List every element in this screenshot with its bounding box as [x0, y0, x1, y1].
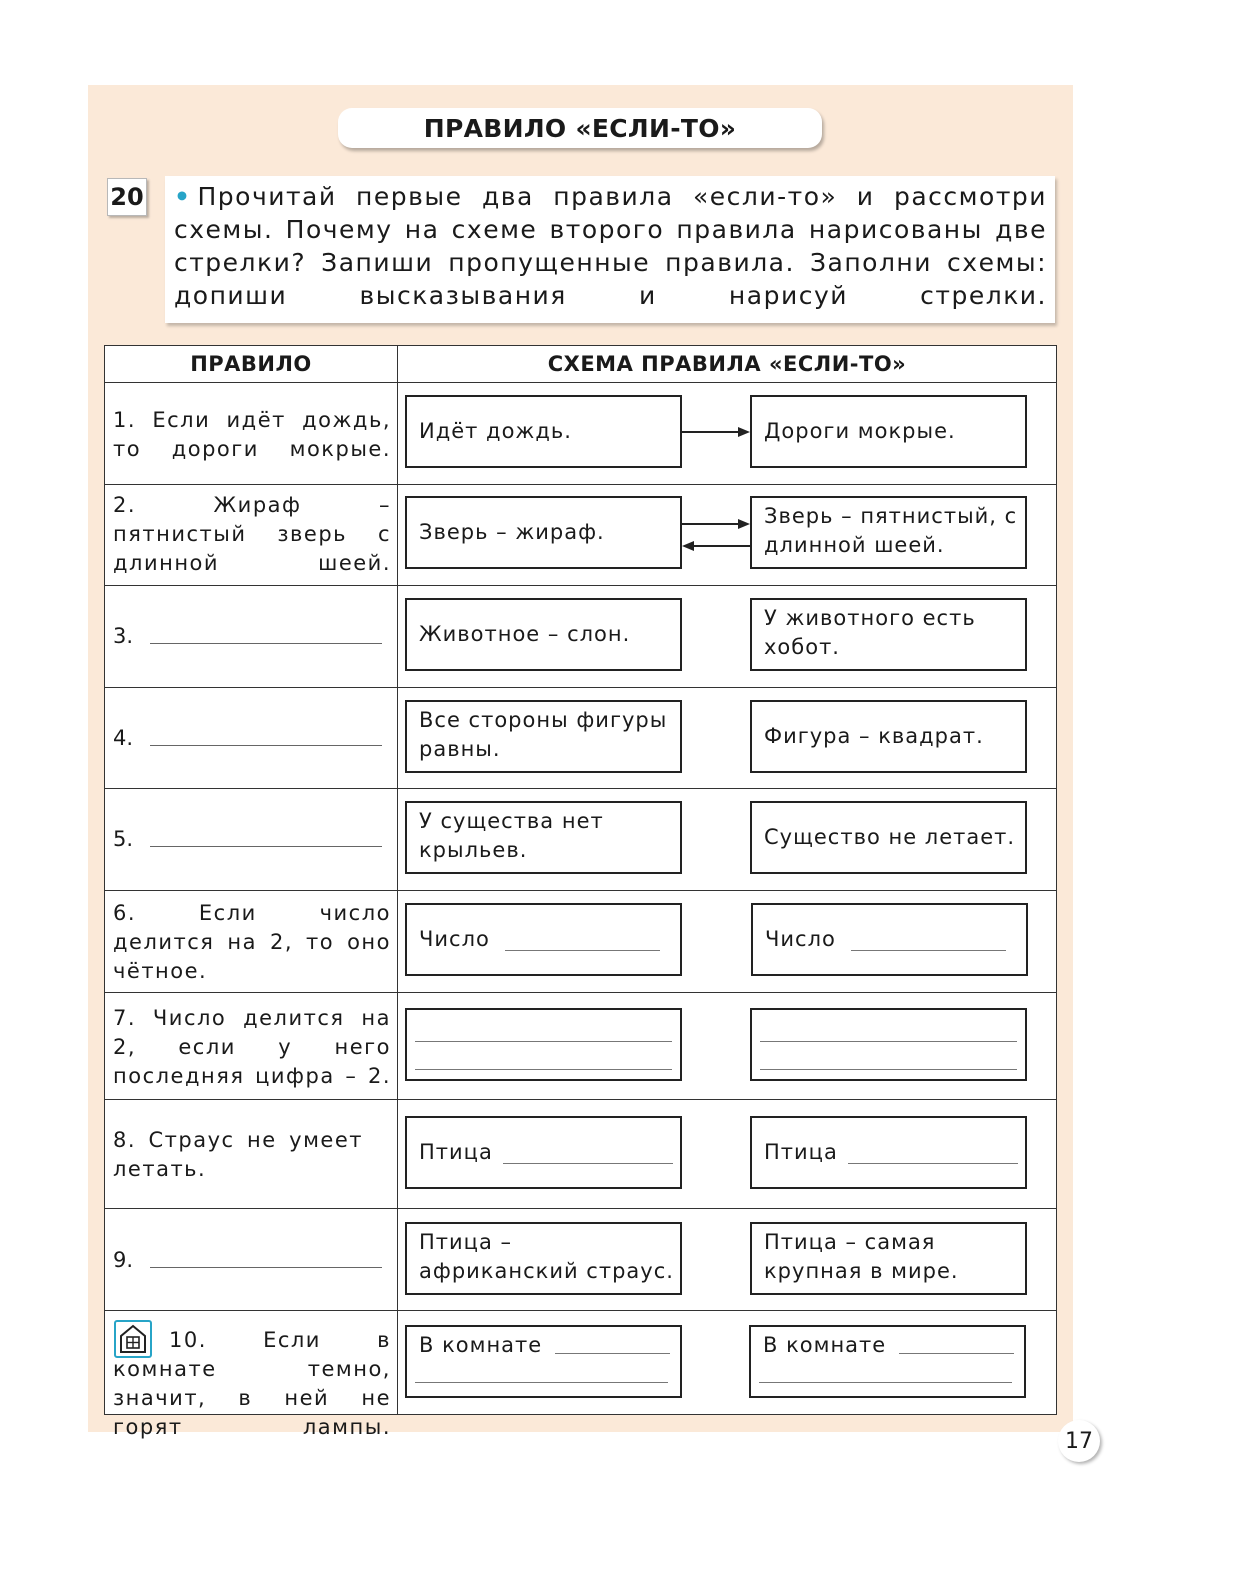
consequence-box [750, 1116, 1027, 1189]
answer-line[interactable] [503, 1163, 673, 1164]
answer-line[interactable] [415, 1069, 672, 1070]
condition-text: У существа нет крыльев. [419, 809, 604, 862]
answer-line[interactable] [150, 643, 382, 644]
answer-line[interactable] [760, 1041, 1017, 1042]
consequence-box [749, 1325, 1026, 1398]
section-title [338, 108, 822, 148]
row-divider [105, 1208, 1056, 1209]
consequence-box [750, 1008, 1027, 1081]
rule-text: 7. Число делится на 2, если у него последняя цифра – 2. [113, 1006, 391, 1088]
rule-text: 2. Жираф – пятнистый зверь с длинной шеей. [113, 493, 391, 575]
condition-box [405, 496, 682, 569]
header-rule: ПРАВИЛО [190, 352, 312, 376]
condition-text: Число [419, 927, 490, 951]
double-arrow-icon [682, 516, 752, 552]
condition-text: Идёт дождь. [419, 419, 572, 443]
answer-line[interactable] [150, 846, 382, 847]
answer-line[interactable] [415, 1041, 672, 1042]
consequence-box [750, 801, 1027, 874]
bullet-icon: • [174, 182, 192, 211]
condition-text: Птица – африканский страус. [419, 1230, 674, 1283]
consequence-box [750, 700, 1027, 773]
condition-text: Зверь – жираф. [419, 520, 605, 544]
condition-box [405, 598, 682, 671]
row-divider [105, 1310, 1056, 1311]
condition-box [405, 801, 682, 874]
condition-text: Животное – слон. [419, 622, 631, 646]
task-number: 20 [110, 183, 144, 211]
task-instructions [165, 176, 1055, 323]
answer-line[interactable] [505, 950, 660, 951]
condition-box [405, 395, 682, 468]
answer-line[interactable] [415, 1382, 668, 1383]
condition-box [405, 903, 682, 976]
row-divider [105, 890, 1056, 891]
consequence-text: Фигура – квадрат. [764, 724, 984, 748]
consequence-text: Птица [764, 1140, 838, 1164]
task-text: Прочитай первые два правила «если-то» и рассмотри схемы. Почему на схеме второго правила нарисованы две стрелки? Запиши пропущенные правила. Заполни схемы: допиши высказывания и нарисуй стрелки. [174, 182, 1047, 310]
condition-box [405, 1116, 682, 1189]
rule-number: 4. [113, 726, 134, 750]
answer-line[interactable] [759, 1382, 1012, 1383]
row-divider [105, 382, 1056, 383]
consequence-text: У животного есть хобот. [764, 606, 976, 659]
rule-text: 8. Страус не умеет летать. [113, 1128, 363, 1181]
page-number-badge [1058, 1420, 1100, 1462]
condition-text: Все стороны фигуры равны. [419, 708, 668, 761]
condition-text: Птица [419, 1140, 493, 1164]
arrow-right-icon [682, 424, 752, 440]
answer-line[interactable] [899, 1353, 1014, 1354]
consequence-text: Птица – самая крупная в мире. [764, 1230, 959, 1283]
row-divider [105, 992, 1056, 993]
answer-line[interactable] [150, 745, 382, 746]
consequence-text: Зверь – пятнистый, с длинной шеей. [764, 504, 1018, 557]
column-divider [397, 346, 398, 1414]
row-divider [105, 687, 1056, 688]
condition-box [405, 1008, 682, 1081]
consequence-text: Число [765, 927, 836, 951]
consequence-box [751, 903, 1028, 976]
rules-table [104, 345, 1057, 1439]
row-divider [105, 484, 1056, 485]
header-scheme: СХЕМА ПРАВИЛА «ЕСЛИ-ТО» [547, 352, 907, 376]
rule-text: 1. Если идёт дождь, то дороги мокрые. [113, 408, 391, 461]
task-number-badge [107, 178, 147, 216]
condition-text: В комнате [419, 1333, 543, 1357]
condition-box [405, 700, 682, 773]
condition-box [405, 1222, 682, 1295]
row-divider [105, 788, 1056, 789]
consequence-box [750, 496, 1027, 569]
consequence-text: Дороги мокрые. [764, 419, 956, 443]
answer-line[interactable] [760, 1069, 1017, 1070]
rule-number: 3. [113, 624, 134, 648]
rule-number: 9. [113, 1248, 134, 1272]
consequence-text: Существо не летает. [764, 825, 1016, 849]
section-title-text: ПРАВИЛО «ЕСЛИ-ТО» [423, 113, 737, 143]
row-divider [105, 1099, 1056, 1100]
consequence-box [750, 598, 1027, 671]
answer-line[interactable] [150, 1267, 382, 1268]
consequence-box [750, 1222, 1027, 1295]
condition-box [405, 1325, 682, 1398]
answer-line[interactable] [555, 1353, 670, 1354]
page-number: 17 [1065, 1428, 1093, 1454]
answer-line[interactable] [848, 1163, 1018, 1164]
rule-text: 10. Если в комнате темно, значит, в ней не горят лампы. [113, 1328, 391, 1439]
consequence-box [750, 395, 1027, 468]
consequence-text: В комнате [763, 1333, 887, 1357]
rule-number: 5. [113, 827, 134, 851]
row-divider [105, 585, 1056, 586]
answer-line[interactable] [851, 950, 1006, 951]
rule-text: 6. Если число делится на 2, то оно чётное. [113, 901, 391, 983]
